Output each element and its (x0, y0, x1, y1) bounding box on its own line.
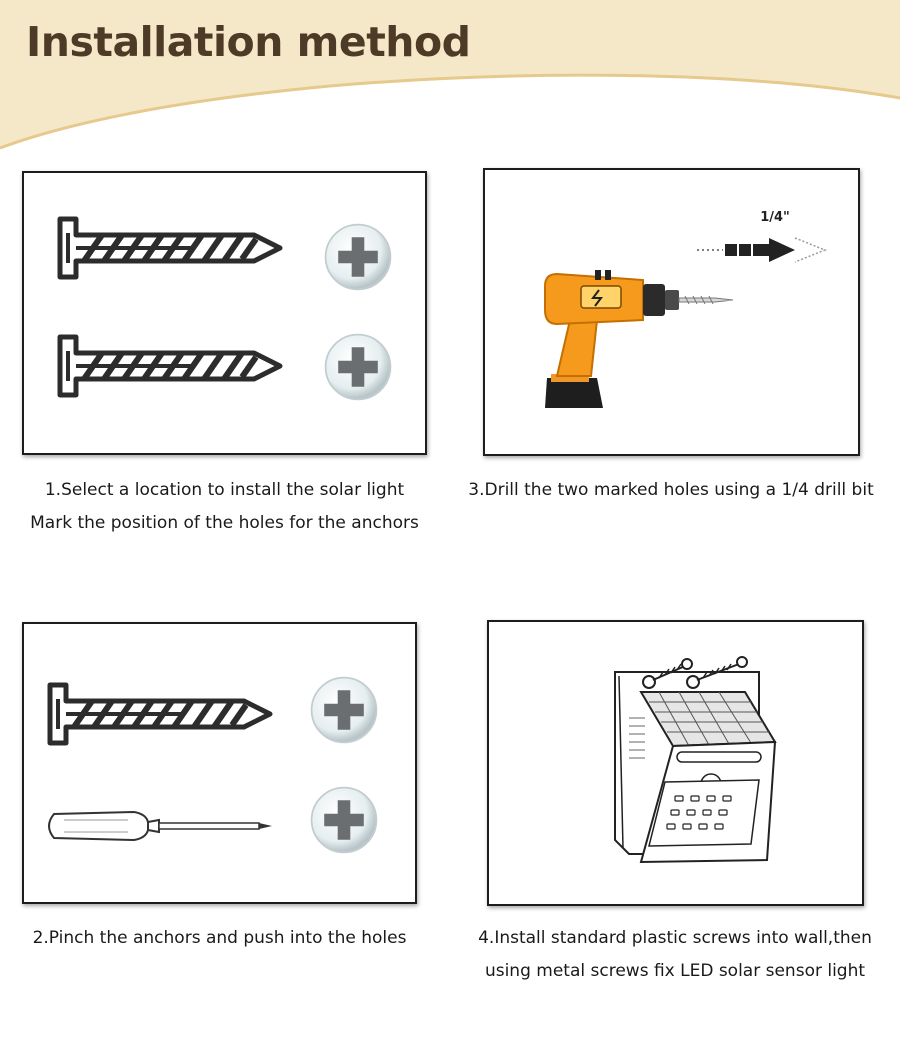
arrow-icon (697, 238, 825, 262)
solar-light-icon (615, 657, 775, 862)
step-1-caption-line2: Mark the position of the holes for the anchors (30, 513, 419, 533)
step-4-caption: 4.Install standard plastic screws into wall,then (478, 928, 872, 948)
step-3-panel (483, 168, 860, 456)
screw-icon (60, 337, 280, 395)
step-4-panel (487, 620, 864, 906)
drill-size-label: 1/4" (760, 210, 790, 225)
plus-icon (326, 335, 391, 400)
step-2-caption: 2.Pinch the anchors and push into the holes (32, 928, 407, 948)
step-1-panel (22, 171, 427, 455)
screw-icon (60, 219, 280, 277)
plus-icon (312, 678, 377, 743)
plus-icon (326, 225, 391, 290)
screw-icon (50, 685, 270, 743)
step-1-caption: 1.Select a location to install the solar light (44, 480, 405, 500)
step-4-caption-line2: using metal screws fix LED solar sensor light (484, 961, 866, 981)
page-title: Installation method (26, 18, 471, 66)
plus-icon (312, 788, 377, 853)
drill-icon (545, 270, 733, 408)
step-3-caption: 3.Drill the two marked holes using a 1/4 drill bit (468, 480, 874, 500)
screwdriver-icon (49, 812, 272, 840)
step-2-panel (22, 622, 417, 904)
